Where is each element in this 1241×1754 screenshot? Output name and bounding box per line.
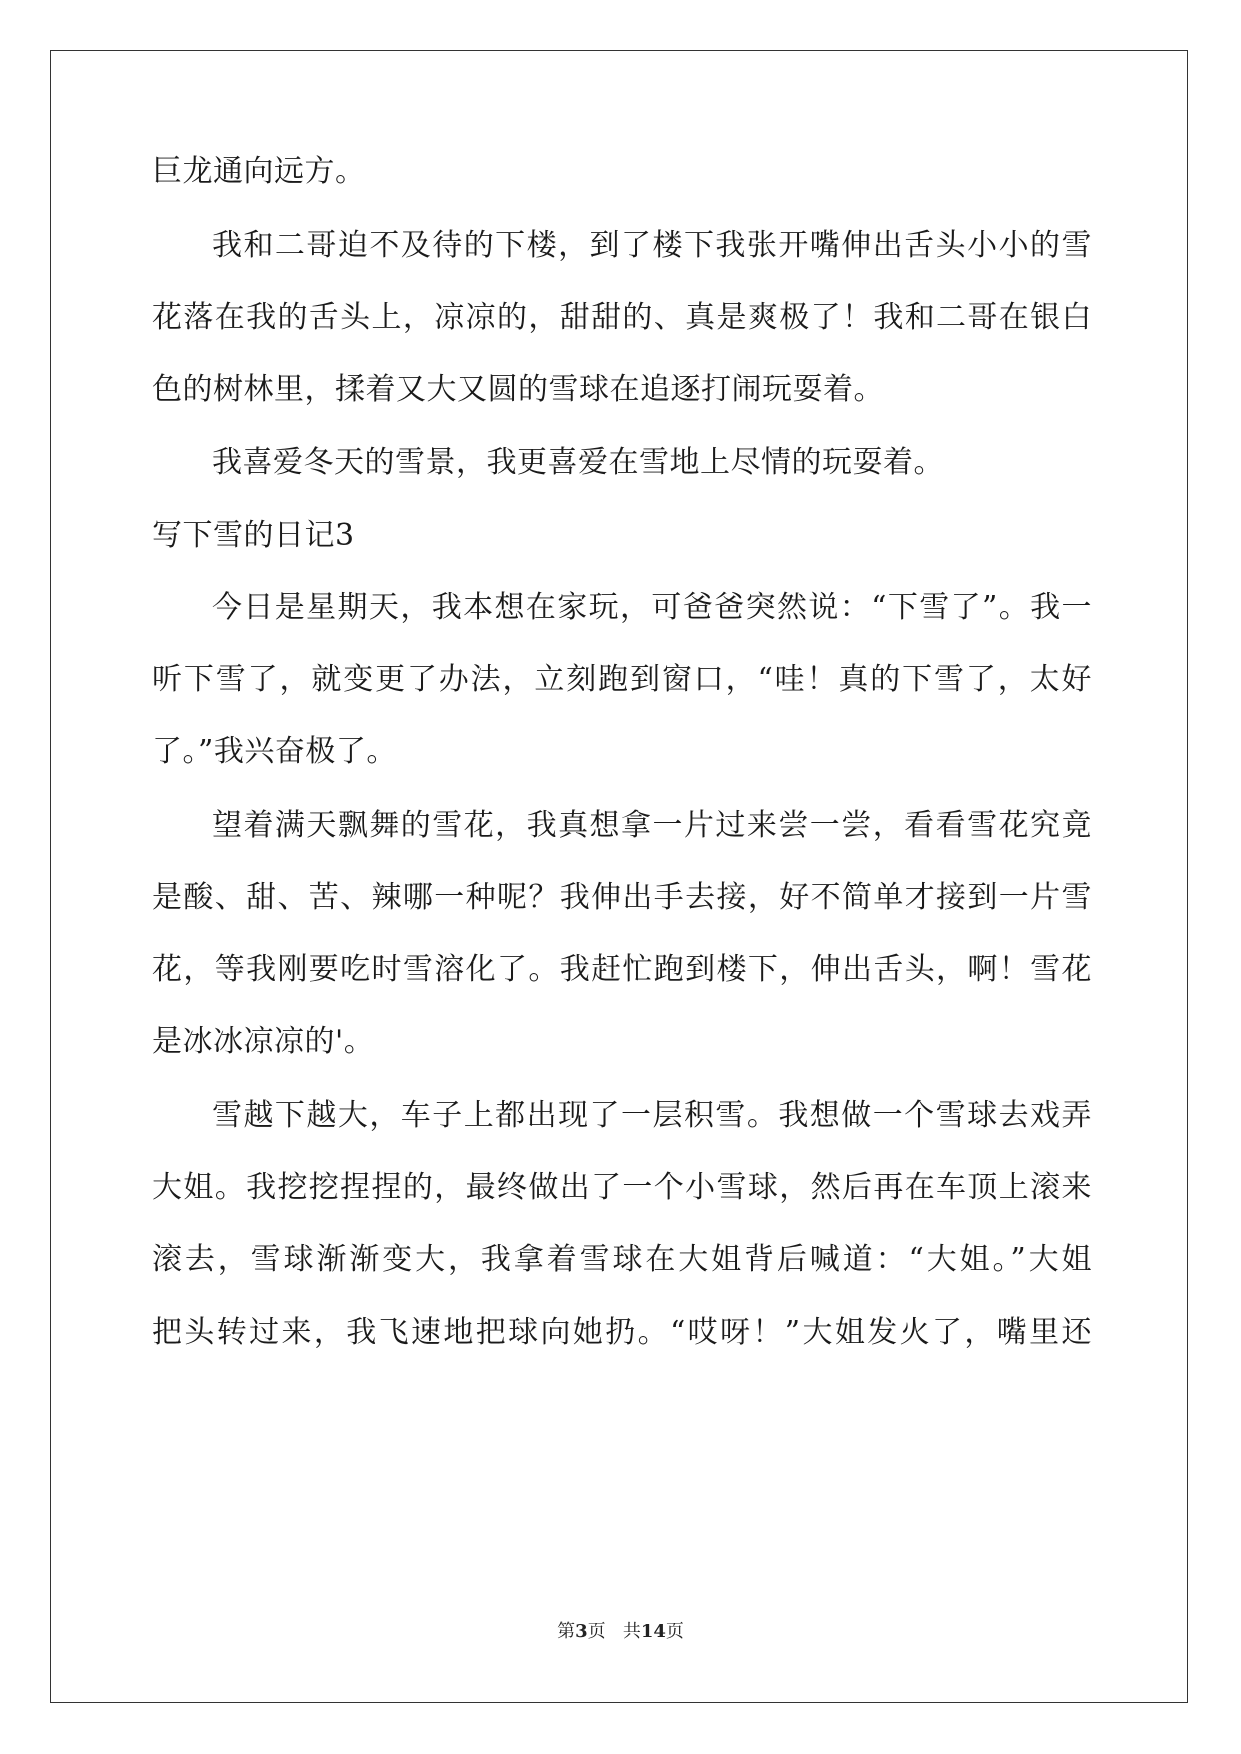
footer-total-prefix: 共	[622, 1621, 641, 1642]
text-line: 今日是星期天，我本想在家玩，可爸爸突然说：“下雪了”。我一	[212, 590, 1092, 625]
text-line: 花落在我的舌头上，凉凉的，甜甜的、真是爽极了！我和二哥在银白	[152, 300, 1092, 335]
text-line: 望着满天飘舞的雪花，我真想拿一片过来尝一尝，看看雪花究竟	[212, 808, 1092, 843]
text-line: 是冰冰凉凉的'。	[152, 1024, 375, 1059]
text-line: 把头转过来，我飞速地把球向她扔。“哎呀！”大姐发火了，嘴里还	[152, 1315, 1092, 1350]
text-line: 我和二哥迫不及待的下楼，到了楼下我张开嘴伸出舌头小小的雪	[212, 228, 1092, 263]
text-line: 色的树林里，揉着又大又圆的雪球在追逐打闹玩耍着。	[152, 372, 884, 407]
text-line: 滚去，雪球渐渐变大，我拿着雪球在大姐背后喊道：“大姐。”大姐	[152, 1242, 1092, 1277]
section-heading: 写下雪的日记3	[152, 518, 355, 553]
text-line: 雪越下越大，车子上都出现了一层积雪。我想做一个雪球去戏弄	[212, 1098, 1092, 1133]
text-line: 听下雪了，就变更了办法，立刻跑到窗口，“哇！真的下雪了，太好	[152, 662, 1092, 697]
text-line: 巨龙通向远方。	[152, 154, 366, 189]
text-line: 是酸、甜、苦、辣哪一种呢？我伸出手去接，好不简单才接到一片雪	[152, 880, 1092, 915]
footer-page-suffix: 页	[587, 1621, 606, 1642]
text-line: 我喜爱冬天的雪景，我更喜爱在雪地上尽情的玩耍着。	[212, 445, 944, 480]
page-footer	[0, 1620, 1241, 1644]
footer-prefix: 第	[557, 1621, 576, 1642]
text-line: 大姐。我挖挖捏捏的，最终做出了一个小雪球，然后再在车顶上滚来	[152, 1170, 1092, 1205]
text-line: 了。”我兴奋极了。	[152, 734, 397, 769]
text-line: 花，等我刚要吃时雪溶化了。我赶忙跑到楼下，伸出舌头，啊！雪花	[152, 952, 1092, 987]
footer-total-suffix: 页	[665, 1621, 684, 1642]
footer-page-number: 3	[575, 1621, 588, 1642]
footer-total-pages: 14	[640, 1621, 666, 1642]
